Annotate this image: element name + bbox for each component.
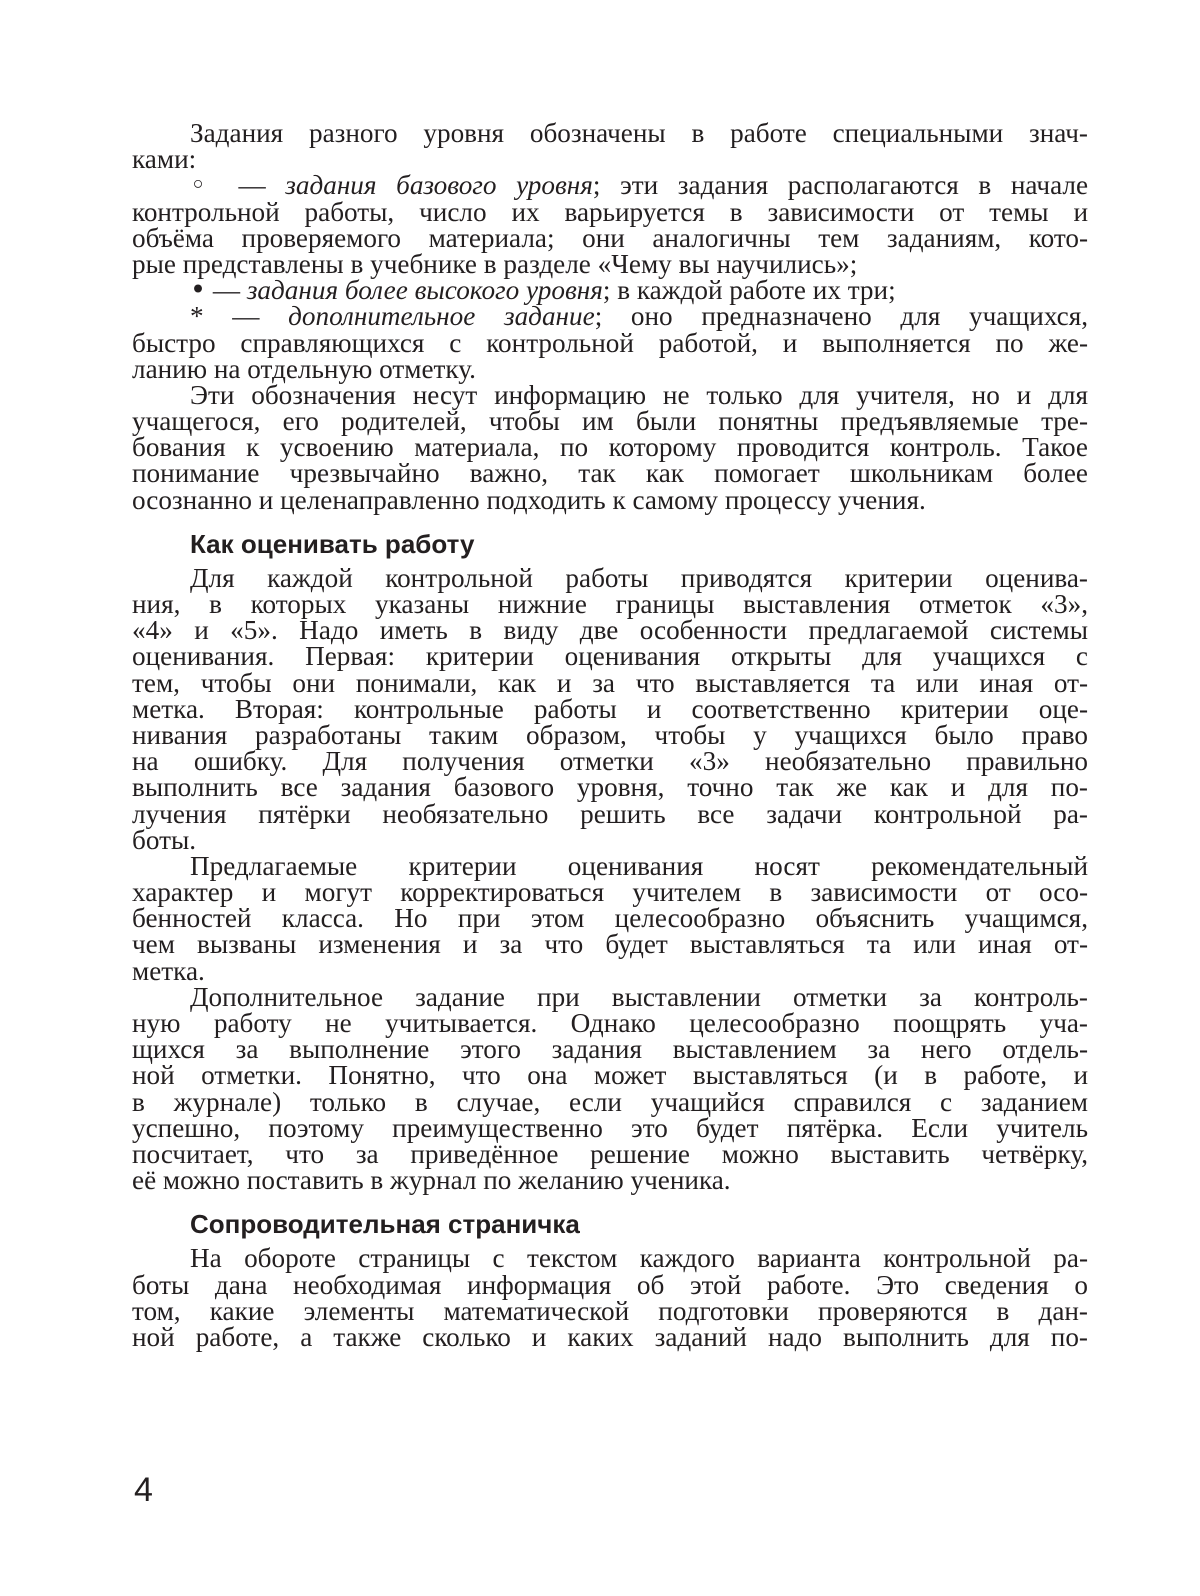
text-line: Предлагаемые критерии оценивания носят рекомендательный — [190, 850, 1088, 881]
text-line: в журнале) только в случае, если учащийся справился с заданием — [132, 1086, 1088, 1117]
text-line: оценивания. Первая: критерии оценивания открыты для учащихся с — [132, 641, 1088, 672]
text-line: чем вызваны изменения и за что будет выставляться та или иная от- — [132, 929, 1088, 960]
text-fragment: ; эти задания располагаются в начале — [592, 170, 1089, 201]
text-line: быстро справляющихся с контрольной работой, и выполняется по же- — [132, 327, 1088, 358]
text-line: Для каждой контрольной работы приводятся критерии оценива- — [190, 562, 1088, 593]
text-fragment: ; оно предназначено для учащихся, — [594, 301, 1089, 332]
asterisk-icon: * — [190, 301, 204, 332]
text-line: Дополнительное задание при выставлении отметки за контроль- — [190, 981, 1088, 1012]
paragraph-extra-task-grading — [132, 981, 1088, 1196]
text-line: тем, чтобы они понимали, как и за что выставляется та или иная от- — [132, 667, 1088, 698]
term-base-level: задания базового уровня — [285, 170, 593, 201]
section-heading-assessment: Как оценивать работу — [190, 528, 475, 559]
text-line: бования к усвоению материала, по которому проводится контроль. Такое — [132, 432, 1088, 463]
text-line: рые представлены в учебнике в разделе «Чему вы научились»; — [132, 248, 858, 279]
text-line: ния, в которых указаны нижние границы выставления отметок «3», — [132, 589, 1088, 619]
text-line: том, какие элементы математической подготовки проверяются в дан- — [132, 1295, 1088, 1326]
text-line: бенностей класса. Но при этом целесообразно объяснить учащимся, — [132, 903, 1088, 934]
text-line: «4» и «5». Надо иметь в виду две особенности предлагаемой системы — [132, 615, 1088, 646]
text-line: объёма проверяемого материала; они аналогичны тем заданиям, кото- — [132, 222, 1088, 253]
text-line: успешно, поэтому преимущественно это будет пятёрка. Если учитель — [132, 1112, 1088, 1143]
text-line: характер и могут корректироваться учителем в зависимости от осо- — [132, 877, 1088, 908]
dash: — — [206, 275, 247, 306]
text-line: ную работу не учитывается. Однако целесообразно поощрять уча- — [132, 1008, 1088, 1038]
text-line: боты дана необходимая информация об этой работе. Это сведения о — [132, 1269, 1088, 1300]
text-line: посчитает, что за приведённое решение можно выставить четвёрку, — [132, 1138, 1088, 1169]
text-line: понимание чрезвычайно важно, так как помогает школьникам более — [132, 458, 1088, 489]
text-line: нивания разработаны таким образом, чтобы у учащихся было право — [132, 719, 1088, 750]
paragraph-recommendations — [132, 850, 1088, 986]
text-line: на ошибку. Для получения отметки «3» необязательно правильно — [132, 746, 1088, 777]
text-line — [132, 301, 1089, 332]
hollow-circle-icon: ◦ — [190, 170, 219, 202]
list-item-extra-task — [132, 303, 1088, 382]
term-high-level: задания более высокого уровня — [246, 275, 603, 306]
section-heading-cover-page: Сопроводительная страничка — [190, 1209, 580, 1240]
dash: — — [203, 301, 289, 332]
text-line — [132, 275, 1088, 307]
text-line: На обороте страницы с текстом каждого варианта контрольной ра- — [190, 1243, 1088, 1274]
list-item-high-level — [132, 275, 1088, 307]
text-line: Эти обозначения несут информацию не только для учителя, но и для — [190, 379, 1088, 410]
text-line: Задания разного уровня обозначены в работе специальными знач- — [190, 118, 1088, 148]
paragraph-criteria — [132, 562, 1088, 855]
text-line: ной отметки. Понятно, что она может выставляться (и в работе, и — [132, 1060, 1088, 1091]
text-line: ланию на отдельную отметку. — [132, 353, 476, 384]
term-extra-task: дополнительное задание — [288, 301, 595, 332]
text-line: щихся за выполнение этого задания выставлением за него отдель- — [132, 1034, 1088, 1065]
text-fragment: ; в каждой работе их три; — [602, 275, 896, 306]
text-line: метка. — [132, 955, 205, 986]
text-line: ной работе, а также сколько и каких заданий надо выполнить для по- — [132, 1321, 1088, 1352]
dash: — — [218, 170, 286, 201]
text-line: её можно поставить в журнал по желанию ученика. — [132, 1165, 731, 1196]
text-line: лучения пятёрки необязательно решить все задачи контрольной ра- — [132, 798, 1088, 829]
text-line: выполнить все задания базового уровня, точно так же как и для по- — [132, 772, 1088, 803]
text-line: метка. Вторая: контрольные работы и соответственно критерии оце- — [132, 693, 1088, 724]
text-line — [132, 170, 1089, 202]
text-line: осознанно и целенаправленно подходить к самому процессу учения. — [132, 484, 926, 515]
text-line: боты. — [132, 824, 197, 855]
text-line: ками: — [132, 144, 197, 175]
page-body — [132, 120, 1088, 1350]
paragraph-notation-purpose — [132, 379, 1088, 515]
paragraph-levels-intro — [132, 118, 1088, 175]
text-line: контрольной работы, число их варьируется в зависимости от темы и — [132, 196, 1088, 227]
paragraph-cover-page — [132, 1245, 1088, 1350]
list-item-base-level — [132, 172, 1088, 277]
bullet-icon: • — [190, 275, 207, 307]
text-line: учащегося, его родителей, чтобы им были понятны предъявляемые тре- — [132, 406, 1088, 437]
page-number: 4 — [134, 1471, 153, 1509]
